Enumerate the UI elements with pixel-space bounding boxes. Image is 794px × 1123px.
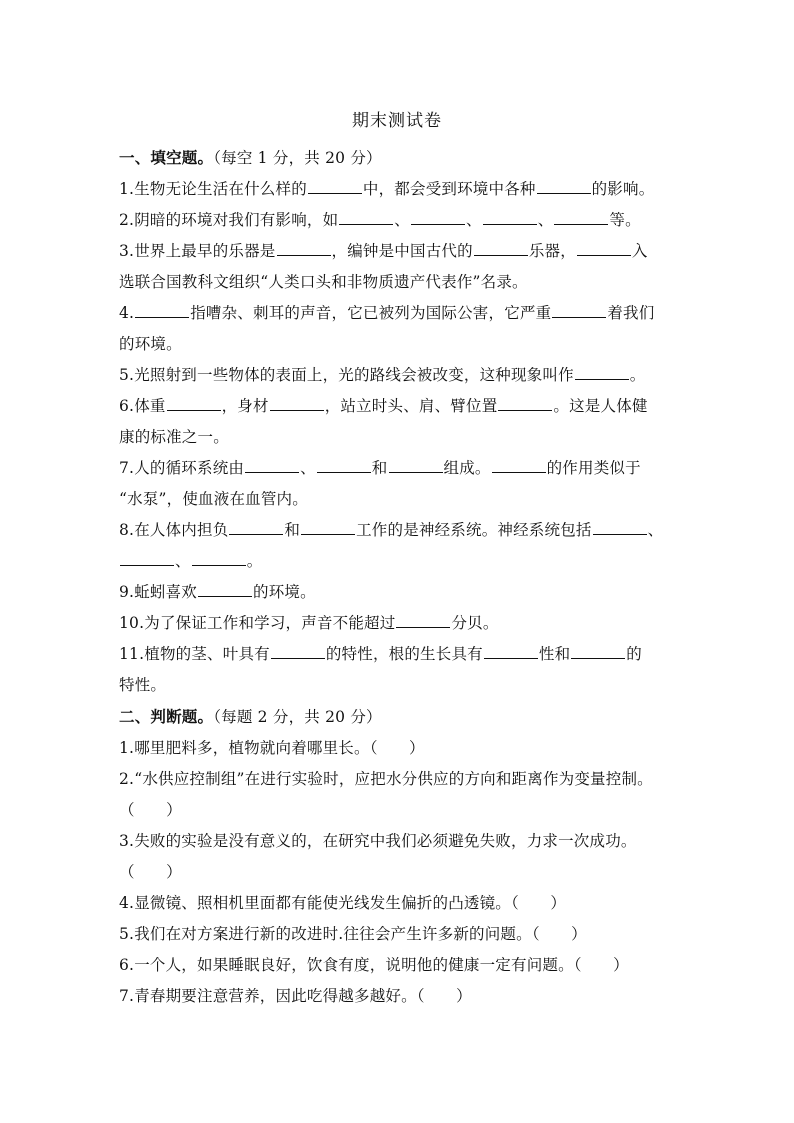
judgement-line: （ ） [119, 863, 182, 881]
question-text: 。 [246, 552, 263, 570]
answer-blank[interactable] [498, 409, 552, 411]
question-text: 和 [284, 521, 301, 539]
question-text: 组成。 [443, 459, 491, 477]
answer-blank[interactable] [593, 533, 647, 535]
answer-blank[interactable] [396, 626, 450, 628]
question-text: 的环境。 [119, 335, 182, 353]
question-text: 2.阴暗的环境对我们有影响，如 [119, 211, 339, 229]
question-text: 、 [537, 211, 554, 229]
question-text: 4. [119, 304, 135, 322]
answer-blank[interactable] [270, 409, 324, 411]
answer-blank[interactable] [411, 223, 465, 225]
question-text: 选联合国教科文组织“人类口头和非物质遗产代表作”名录。 [119, 273, 528, 291]
answer-blank[interactable] [229, 533, 283, 535]
fill-blank-line [119, 360, 679, 391]
question-text: 9.蚯蚓喜欢 [119, 583, 197, 601]
answer-blank[interactable] [308, 192, 362, 194]
judgement-line: 1.哪里肥料多，植物就向着哪里长。（ ） [119, 739, 425, 757]
answer-blank[interactable] [120, 564, 174, 566]
page-title: 期末测试卷 [352, 111, 442, 131]
exam-content [119, 142, 679, 1012]
judgement-line: 2.“水供应控制组”在进行实验时，应把水分供应的方向和距离作为变量控制。 [119, 770, 653, 788]
answer-blank[interactable] [483, 223, 537, 225]
question-text: 、 [466, 211, 482, 229]
answer-blank[interactable] [135, 316, 189, 318]
question-text: 等。 [609, 211, 641, 229]
question-text: 10.为了保证工作和学习，声音不能超过 [119, 614, 396, 632]
answer-blank[interactable] [198, 595, 252, 597]
answer-blank[interactable] [492, 471, 546, 473]
judgement-line: 3.失败的实验是没有意义的，在研究中我们必须避免失败，力求一次成功。 [119, 832, 637, 850]
question-text: 6.体重 [119, 397, 166, 415]
question-text: 分贝。 [451, 614, 499, 632]
fill-blank-line [119, 670, 679, 701]
fill-blank-line [119, 329, 679, 360]
section2-questions [119, 733, 679, 1012]
section2-heading [119, 701, 679, 733]
answer-blank[interactable] [339, 223, 393, 225]
answer-blank[interactable] [474, 254, 528, 256]
question-text: 乐器， [528, 242, 576, 260]
answer-blank[interactable] [389, 471, 443, 473]
question-text: 、 [175, 552, 191, 570]
question-text: 的影响。 [591, 180, 655, 198]
answer-blank[interactable] [271, 657, 325, 659]
fill-blank-line [119, 391, 679, 422]
fill-blank-line [119, 577, 679, 608]
section1-heading-text: 一、填空题。 [119, 148, 214, 167]
judgement-line: 4.显微镜、照相机里面都有能使光线发生偏折的凸透镜。（ ） [119, 894, 567, 912]
question-text: 的 [626, 645, 642, 663]
question-text: 1.生物无论生活在什么样的 [119, 180, 307, 198]
fill-blank-line [119, 515, 679, 546]
judgement-line: （ ） [119, 801, 182, 819]
judgement-line: 6.一个人，如果睡眠良好，饮食有度，说明他的健康一定有问题。（ ） [119, 956, 629, 974]
section1-questions [119, 174, 679, 701]
fill-blank-line [119, 639, 679, 670]
answer-blank[interactable] [317, 471, 371, 473]
answer-blank[interactable] [192, 564, 246, 566]
fill-blank-line [119, 236, 679, 267]
answer-blank[interactable] [301, 533, 355, 535]
question-text: 特性。 [119, 676, 167, 694]
judgement-line: 5.我们在对方案进行新的改进时.往往会产生许多新的问题。（ ） [119, 925, 587, 943]
question-text: 的特性，根的生长具有 [325, 645, 483, 663]
answer-blank[interactable] [571, 657, 625, 659]
question-text: ，编钟是中国古代的 [331, 242, 473, 260]
question-text: 的作用类似于 [546, 459, 641, 477]
fill-blank-line [119, 174, 679, 205]
question-text: 指嘈杂、刺耳的声音，它已被列为国际公害，它严重 [190, 304, 552, 322]
answer-blank[interactable] [537, 192, 591, 194]
question-text: ，身材 [221, 397, 269, 415]
section2-score-note: （每题 2 分，共 20 分） [213, 708, 382, 726]
fill-blank-line [119, 608, 679, 639]
question-text: 工作的是神经系统。神经系统包括 [356, 521, 592, 539]
fill-blank-line [119, 546, 679, 577]
fill-blank-line [119, 422, 679, 453]
question-text: 11.植物的茎、叶具有 [119, 645, 270, 663]
judgement-line: 7.青春期要注意营养，因此吃得越多越好。（ ） [119, 987, 472, 1005]
question-text: 、 [300, 459, 316, 477]
question-text: “水泵”，使血液在血管内。 [119, 490, 308, 508]
section1-heading [119, 142, 679, 174]
question-text: 3.世界上最早的乐器是 [119, 242, 276, 260]
question-text: 。 [629, 366, 646, 384]
question-text: 性和 [538, 645, 571, 663]
fill-blank-line [119, 484, 679, 515]
question-text: 和 [371, 459, 388, 477]
answer-blank[interactable] [245, 471, 299, 473]
question-text: 康的标准之一。 [119, 428, 229, 446]
question-text: 中，都会受到环境中各种 [362, 180, 536, 198]
question-text: 入 [631, 242, 648, 260]
question-text: 着我们 [607, 304, 655, 322]
question-text: 的环境。 [253, 583, 316, 601]
question-text: 、 [647, 521, 664, 539]
section1-score-note: （每空 1 分，共 20 分） [213, 149, 382, 167]
answer-blank[interactable] [277, 254, 331, 256]
fill-blank-line [119, 267, 679, 298]
answer-blank[interactable] [554, 223, 608, 225]
question-text: 7.人的循环系统由 [119, 459, 245, 477]
answer-blank[interactable] [577, 254, 631, 256]
fill-blank-line [119, 298, 679, 329]
answer-blank[interactable] [552, 316, 606, 318]
question-text: 、 [394, 211, 410, 229]
question-text: 8.在人体内担负 [119, 521, 229, 539]
question-text: 5.光照射到一些物体的表面上，光的路线会被改变，这种现象叫作 [119, 366, 574, 384]
question-text: ，站立时头、肩、臂位置 [324, 397, 498, 415]
question-text: 。这是人体健 [553, 397, 648, 415]
answer-blank[interactable] [575, 378, 629, 380]
fill-blank-line [119, 453, 679, 484]
answer-blank[interactable] [167, 409, 221, 411]
section2-heading-text: 二、判断题。 [119, 707, 214, 726]
fill-blank-line [119, 205, 679, 236]
answer-blank[interactable] [484, 657, 538, 659]
